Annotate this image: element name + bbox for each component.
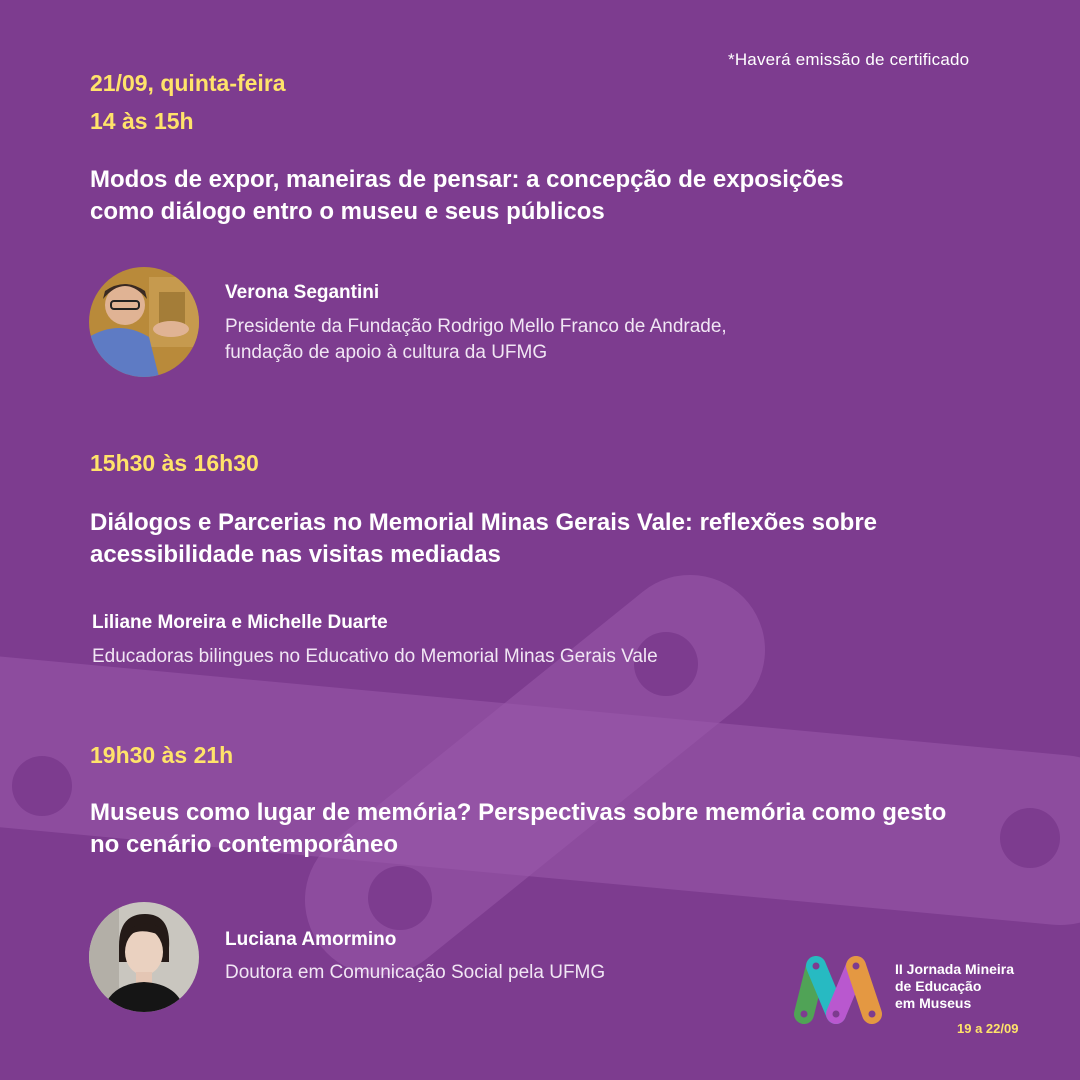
speaker-role-verona — [225, 314, 727, 366]
brand-line: em Museus — [895, 995, 972, 1011]
session-1-title — [90, 164, 844, 228]
speaker-role-line: Doutora em Comunicação Social pela UFMG — [225, 962, 606, 983]
session-2-title-line: acessibilidade nas visitas mediadas — [90, 541, 501, 568]
speaker-role-luciana — [225, 960, 605, 986]
avatar-verona — [89, 267, 199, 377]
session-3-title-line: Museus como lugar de memória? Perspectivas sobre memória como gesto — [90, 799, 947, 826]
certificate-note: *Haverá emissão de certificado — [728, 50, 970, 69]
avatar-luciana — [89, 902, 199, 1012]
brand-dates: 19 a 22/09 — [957, 1021, 1019, 1036]
speaker-role-line: Presidente da Fundação Rodrigo Mello Franco de Andrade, — [225, 316, 727, 337]
session-3-title-line: no cenário contemporâneo — [90, 831, 399, 858]
speaker-role-liliane-michelle — [92, 644, 658, 670]
session-1-title-line: como diálogo entro o museu e seus públicos — [90, 198, 605, 225]
brand-title — [895, 961, 1014, 1012]
speaker-name-liliane-michelle: Liliane Moreira e Michelle Duarte — [92, 612, 388, 633]
session-2-title-line: Diálogos e Parcerias no Memorial Minas Gerais Vale: reflexões sobre — [90, 509, 878, 536]
session-2-time: 15h30 às 16h30 — [90, 450, 259, 476]
session-1-time: 14 às 15h — [90, 108, 194, 134]
session-2-title — [90, 507, 877, 571]
speaker-name-verona: Verona Segantini — [225, 282, 380, 303]
brand-line: II Jornada Mineira — [895, 961, 1015, 977]
speaker-role-line: Educadoras bilingues no Educativo do Memorial Minas Gerais Vale — [92, 646, 658, 667]
jornada-m-logo-icon — [790, 952, 886, 1028]
session-3-title — [90, 797, 946, 861]
speaker-role-line: fundação de apoio à cultura da UFMG — [225, 342, 548, 363]
brand-line: de Educação — [895, 978, 982, 994]
speaker-name-luciana: Luciana Amormino — [225, 929, 397, 950]
event-date: 21/09, quinta-feira — [90, 70, 286, 96]
session-3-time: 19h30 às 21h — [90, 742, 234, 768]
session-1-title-line: Modos de expor, maneiras de pensar: a concepção de exposições — [90, 166, 844, 193]
